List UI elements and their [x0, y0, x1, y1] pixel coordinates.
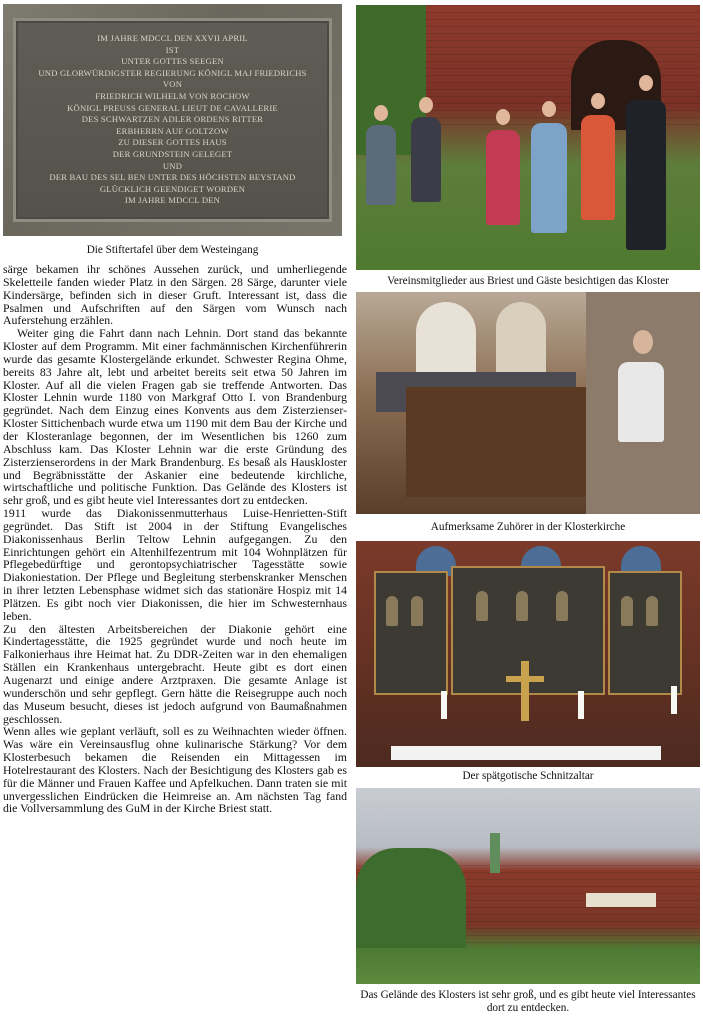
inscription-line: DES SCHWARTZEN ADLER ORDENS RITTER [81, 114, 264, 125]
person [486, 130, 520, 225]
person-head [542, 101, 556, 117]
crucifix [521, 661, 529, 721]
inscription-line: UND [162, 160, 183, 171]
inscription-line: IM JAHRE MDCCL DEN [124, 195, 221, 206]
carved-figure [476, 591, 488, 621]
church-interior-photo [356, 292, 700, 514]
inscription-line: VON [162, 79, 183, 90]
plaque-caption: Die Stiftertafel über dem Westeingang [86, 244, 259, 256]
article-paragraph: Wenn alles wie geplant verläuft, soll es zu Weihnachten wieder öffnen. Was wäre ein Vereinsausflug ohne kulinarische Stärkung? Vor dem Klosterbesuch bekamen die Reisenden ein Mittagessen im Hotelrestaurant des Klosters. Nach der Besichtigung des Klosters gab es für die Männer und Frauen Kaffee und Apfelkuchen. Dann traten sie mit unvergesslichen Eindrücken die Heimreise an. Am nächsten Tag fand die Vollversammlung des GuM in der Kirche Briest statt. [3, 724, 347, 816]
altar-table [391, 746, 661, 760]
person-head [374, 105, 388, 121]
person [581, 115, 615, 220]
inscription-line: UNTER GOTTES SEEGEN [121, 56, 224, 67]
inscription-line: UND GLORWÜRDIGSTER REGIERUNG KÖNIGL MAJ FRIEDRICHS [38, 67, 307, 78]
carved-figure [556, 591, 568, 621]
article-paragraph: Zu den ältesten Arbeitsbereichen der Diakonie gehört eine Kindertagesstätte, die 1925 gegründet wurde und noch heute im Falkonierhaus ihre Heimat hat. Zu DDR-Zeiten war in den ehemaligen Ställen ein Krankenhaus untergebracht. Heute gibt es dort einen Augenarzt und einige andere Arztpraxen. Die gesamte Anlage ist wunderschön und sehr gepflegt. Gern hätte die Reisegruppe auch noch das Museum besucht, dieses ist jedoch aufgrund von Baumaßnahmen geschlossen. [3, 621, 347, 726]
plaque-photo [3, 4, 342, 236]
candle [578, 691, 584, 719]
article-body [3, 263, 347, 815]
inscription-line: IST [165, 44, 180, 55]
person [411, 117, 441, 202]
person [626, 100, 666, 250]
church-window [496, 302, 546, 382]
article-paragraph: 1911 wurde das Diakonissenmutterhaus Luise-Henrietten-Stift gegründet. Das Stift ist 2004 in der Stiftung Evangelisches Diakonissenhaus Berlin Teltow Lehnin aufgegangen. Zu den Einrichtungen gehört ein Altenhilfezentrum mit 104 Wohnplätzen für Pflegebedürftige und gerontopsychiatrischer Tagesstätte sowie Diakoniestation. Der Pflege und Begleitung sterbenskranker Menschen in ihrer letzten Lebensphase widmet sich das stationäre Hospiz mit 14 Plätzen. Es gibt noch vier Diakonissen, die hier im Schwesternhaus leben. [3, 506, 347, 623]
guide-head [633, 330, 653, 354]
inscription-line: DER GRUNDSTEIN GELEGET [112, 148, 233, 159]
person [531, 123, 567, 233]
church-pews [406, 387, 586, 497]
church-window [416, 302, 476, 382]
article-paragraph: Weiter ging die Fahrt dann nach Lehnin. Dort stand das bekannte Kloster auf dem Programm. Mit einer fachmännischen Kirchenführerin wurde das gesamte Klostergelände erkundet. Schwester Regina Ohme, bereits 83 Jahre alt, lebt und arbeitet bereits seit etwa 50 Jahren im Kloster. Auf all die vielen Fragen gab sie treffende Antworten. Das Kloster Lehnin wurde 1180 von Markgraf Otto I. von Brandenburg gegründet. Nach dem Einzug eines Konvents aus dem Zisterzienser- Kloster Sittichenbach wurde etwa um 1190 mit dem Bau der Kirche und der Klosteranlage begonnen, der im Wesentlichen bis 1260 zum Abschluss kam. Das Kloster Lehnin war die erste Gründung des Zisterzienserordens in der Mark Brandenburg. Es besaß als Hauskloster und Begräbnisstätte der Askanier eine bedeutende kirchliche, wirtschaftliche und politische Funktion. Das Gelände des Klosters ist sehr groß, und es gibt heute viel Interessantes dort zu entdecken. [3, 326, 347, 508]
inscription-line: KÖNIGL PREUSS GENERAL LIEUT DE CAVALLERIE [67, 102, 278, 113]
person-head [639, 75, 653, 91]
inscription-line: GLÜCKLICH GEENDIGET WORDEN [99, 183, 246, 194]
article-paragraph: särge bekamen ihr schönes Aussehen zurück, und umherliegende Skeletteile fanden wieder Platz in den Särgen. 28 Särge, darunter viele Kindersärge, befinden sich in dieser Gruft. Interessant ist, dass die Psalmen und Aufschriften auf den Särgen vom Wunsch nach Auferstehung erzählen. [3, 262, 347, 328]
person-head [419, 97, 433, 113]
church-caption: Aufmerksame Zuhörer in der Klosterkirche [430, 521, 626, 533]
crucifix-bar [506, 676, 544, 682]
church-spire [490, 833, 500, 873]
inscription-line: IM JAHRE MDCCL DEN XXVII APRIL [97, 33, 248, 43]
candle [441, 691, 447, 719]
timber-frame [586, 893, 656, 907]
plaque-frame [13, 18, 332, 222]
grounds-photo [356, 788, 700, 984]
tree [356, 848, 466, 948]
altar-caption: Der spätgotische Schnitzaltar [462, 770, 594, 782]
inscription-line: DER BAU DES SEL BEN UNTER DES HÖCHSTEN BEYSTAND [49, 172, 296, 183]
altar-photo [356, 541, 700, 767]
carved-figure [411, 596, 423, 626]
altar-wing-left [374, 571, 448, 695]
inscription-line: ERBHERRN AUF GOLTZOW [116, 125, 229, 136]
person [366, 125, 396, 205]
carved-figure [386, 596, 398, 626]
carved-figure [621, 596, 633, 626]
plaque-inscription [32, 33, 313, 207]
person-head [496, 109, 510, 125]
grounds-caption: Das Gelände des Klosters ist sehr groß, und es gibt heute viel Interessantes dort zu entdecken. [360, 989, 696, 1014]
carved-figure [516, 591, 528, 621]
inscription-line: ZU DIESER GOTTES HAUS [118, 137, 227, 148]
candle [671, 686, 677, 714]
group-caption: Vereinsmitglieder aus Briest und Gäste besichtigen das Kloster [387, 275, 669, 287]
carved-figure [646, 596, 658, 626]
inscription-line: FRIEDRICH WILHELM VON ROCHOW [95, 90, 250, 101]
person-head [591, 93, 605, 109]
altar-wing-right [608, 571, 682, 695]
group-photo [356, 5, 700, 270]
guide-person [618, 362, 664, 442]
